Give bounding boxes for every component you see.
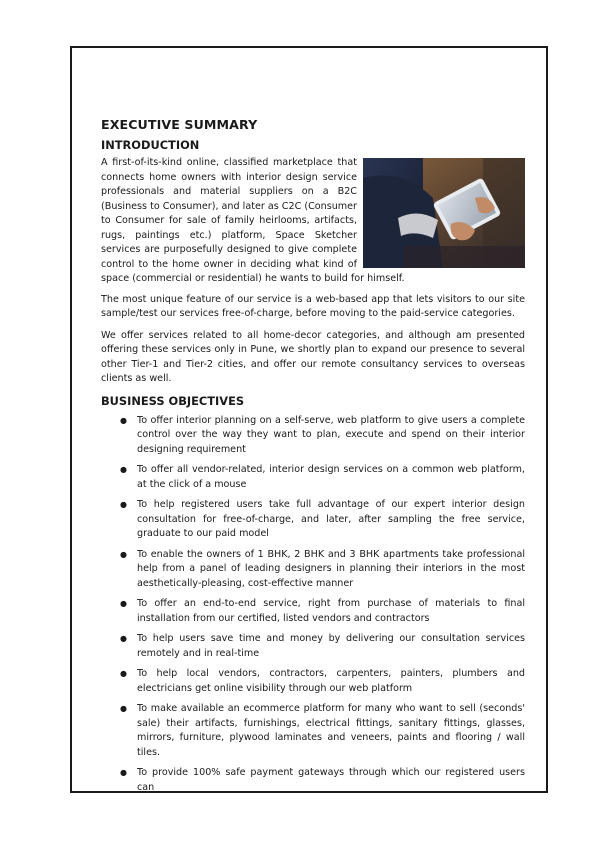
list-item-text: To offer all vendor-related, interior design services on a common web platform, at the click of a mouse — [137, 464, 525, 490]
objectives-list — [101, 414, 525, 794]
unique-feature-paragraph: The most unique feature of our service is a web-based app that lets visitors to our site sample/test our services free-of-charge, before moving to the paid-service categories. — [101, 293, 525, 319]
document-content — [101, 117, 525, 793]
list-item-text: To offer interior planning on a self-serve, web platform to give users a complete control over the way they want to plan, execute and spend on their interior designing requirement — [137, 414, 525, 455]
list-item-text: To help users save time and money by delivering our consultation services remotely and in real-time — [137, 633, 525, 659]
list-item — [101, 667, 525, 696]
introduction-text: A first-of-its-kind online, classified marketplace that connects home owners with interior design service professionals and material suppliers on a B2C (Business to Consumer), and later as C2C (Consumer to Consumer for sale of family heirlooms, artifacts, rugs, paintings etc.) platform, Space Sketcher services are purposefully designed to give complete control to the home owner in deciding what kind of space (commercial or residential) he wants to build for himself. — [101, 157, 405, 284]
tablet-user-illustration — [363, 158, 525, 268]
bullet: ● — [120, 669, 127, 678]
bullet: ● — [120, 704, 127, 713]
list-item-text: To help local vendors, contractors, carpenters, painters, plumbers and electricians get online visibility through our web platform — [137, 668, 525, 694]
list-item — [101, 632, 525, 661]
business-objectives-heading: BUSINESS OBJECTIVES — [101, 393, 245, 408]
bullet: ● — [120, 500, 127, 509]
bullet: ● — [120, 465, 127, 474]
tablet-user-photo — [363, 158, 525, 268]
list-item — [101, 498, 525, 542]
list-item-text: To help registered users take full advantage of our expert interior design consultation for free-of-charge, and later, after sampling the free service, graduate to our paid model — [137, 499, 525, 539]
list-item — [101, 548, 525, 592]
bullet: ● — [120, 549, 127, 559]
bullet: ● — [120, 599, 127, 608]
list-item-text: To provide 100% safe payment gateways through which our registered users can — [137, 767, 525, 793]
list-item — [101, 702, 525, 760]
introduction-heading: INTRODUCTION — [101, 138, 200, 152]
list-item-text: To offer an end-to-end service, right from purchase of materials to final installation from our certified, listed vendors and contractors — [137, 598, 525, 624]
page-title: EXECUTIVE SUMMARY — [101, 117, 258, 132]
list-item — [101, 597, 525, 626]
page-frame — [70, 46, 548, 793]
list-item — [101, 414, 525, 458]
services-paragraph: We offer services related to all home-decor categories, and although am presented offering these services only in Pune, we shortly plan to expand our presence to several other Tier-1 and Tier-2 cities, and offer our remote consultancy services to overseas clients as well. — [101, 329, 525, 384]
list-item-text: To enable the owners of 1 BHK, 2 BHK and 3 BHK apartments take professional help from a panel of leading designers in planning their interiors in the most aesthetically-pleasing, cost-effective manner — [137, 548, 525, 589]
list-item — [101, 766, 525, 793]
bullet: ● — [120, 415, 127, 425]
list-item-text: To make available an ecommerce platform for many who want to sell (seconds' sale) their artifacts, furnishings, electrical fittings, sanitary fittings, glasses, mirrors, furniture, plywood laminates and veneers, paints and flooring / wall tiles. — [137, 703, 525, 758]
introduction-section — [101, 156, 525, 287]
bullet: ● — [120, 634, 127, 643]
list-item — [101, 463, 525, 492]
bullet: ● — [120, 768, 127, 777]
